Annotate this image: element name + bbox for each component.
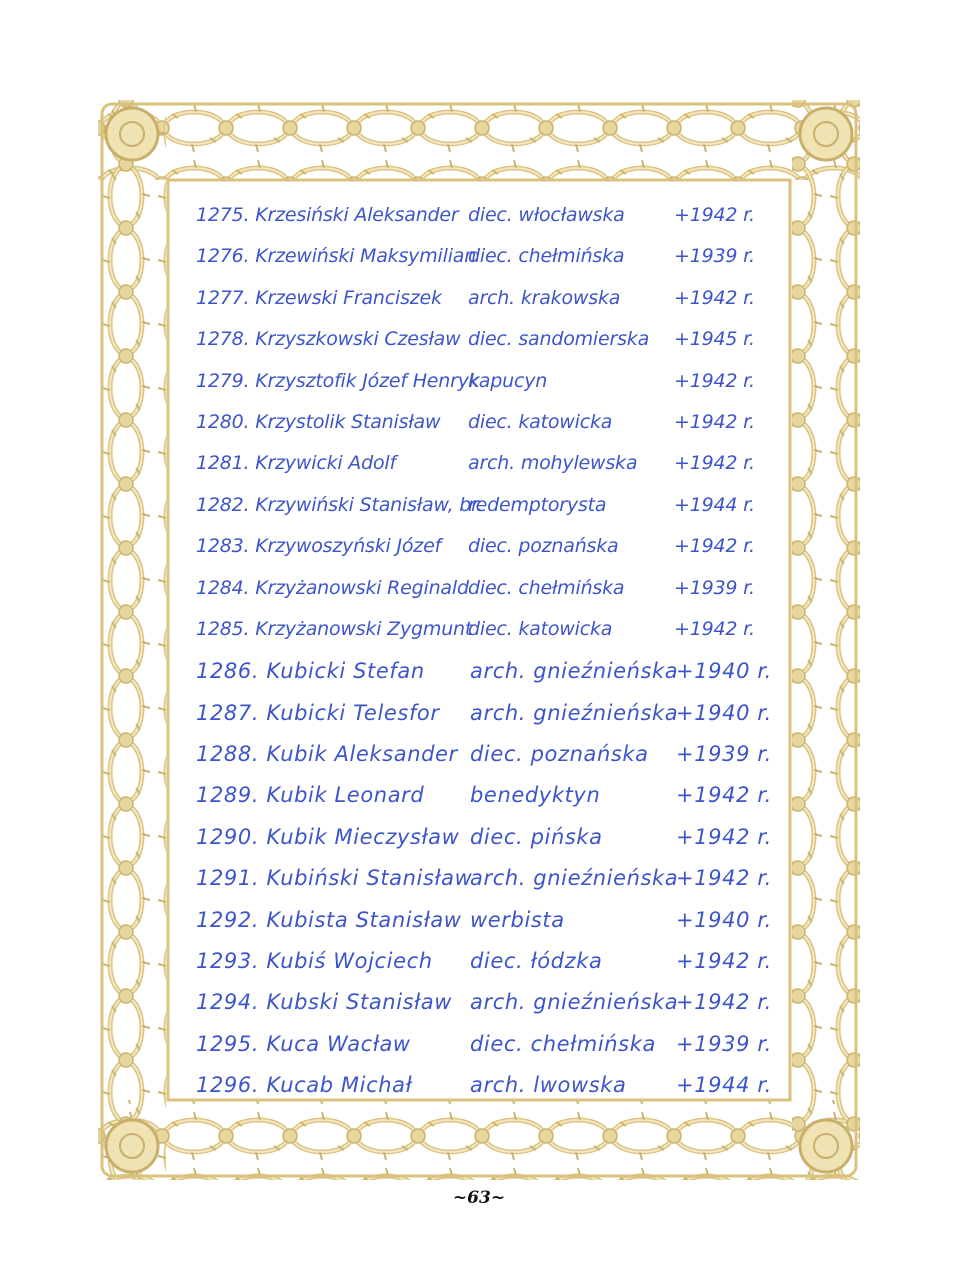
entry-death-year: +1945 r. [674, 328, 755, 351]
list-item [196, 1065, 776, 1106]
entry-diocese: arch. krakowska [468, 286, 621, 309]
list-item [196, 403, 776, 444]
entry-name: 1283. Krzywoszyński Józef [196, 535, 442, 558]
entry-death-year: +1942 r. [676, 990, 772, 1015]
entry-diocese: diec. chełmińska [470, 1031, 656, 1056]
entry-diocese: diec. katowicka [468, 410, 613, 433]
entry-name: 1277. Krzewski Franciszek [196, 286, 442, 309]
entry-death-year: +1942 r. [674, 535, 755, 558]
entry-death-year: +1940 r. [676, 700, 772, 725]
entry-name: 1292. Kubista Stanisław [196, 907, 462, 932]
entry-name: 1280. Krzystolik Stanisław [196, 410, 441, 433]
entry-name: 1290. Kubik Mieczysław [196, 824, 460, 849]
entry-diocese: diec. łódzka [470, 949, 603, 974]
entry-name: 1296. Kucab Michał [196, 1073, 413, 1098]
entry-name: 1289. Kubik Leonard [196, 783, 425, 808]
entry-death-year: +1940 r. [676, 659, 772, 684]
list-item [196, 693, 776, 734]
entry-death-year: +1944 r. [674, 493, 755, 516]
entry-name: 1278. Krzyszkowski Czesław [196, 328, 461, 351]
entry-diocese: diec. chełmińska [468, 576, 625, 599]
entry-name: 1294. Kubski Stanisław [196, 990, 453, 1015]
entry-name: 1288. Kubik Aleksander [196, 742, 458, 767]
entry-death-year: +1940 r. [676, 907, 772, 932]
entry-diocese: benedyktyn [470, 783, 601, 808]
entry-diocese: arch. lwowska [470, 1073, 627, 1098]
entry-death-year: +1942 r. [674, 204, 755, 226]
entry-death-year: +1942 r. [674, 452, 755, 475]
list-item [196, 569, 776, 610]
list-item [196, 900, 776, 941]
entry-death-year: +1942 r. [674, 286, 755, 309]
entry-name: 1281. Krzywicki Adolf [196, 452, 396, 475]
entry-diocese: diec. pińska [470, 824, 603, 849]
entry-diocese: arch. gnieźnieńska [470, 990, 679, 1015]
entry-name: 1282. Krzywiński Stanisław, br. [196, 493, 483, 516]
entry-diocese: diec. włocławska [468, 204, 625, 226]
entry-diocese: redemptorysta [468, 493, 607, 516]
entry-name: 1286. Kubicki Stefan [196, 659, 425, 684]
list-item [196, 320, 776, 361]
entry-diocese: diec. sandomierska [468, 328, 650, 351]
list-item [196, 486, 776, 527]
entry-name: 1276. Krzewiński Maksymilian [196, 245, 477, 268]
entry-diocese: werbista [470, 907, 565, 932]
list-item [196, 817, 776, 858]
entry-death-year: +1942 r. [676, 824, 772, 849]
entry-diocese: kapucyn [468, 369, 548, 392]
entry-diocese: diec. katowicka [468, 617, 613, 640]
entry-name: 1293. Kubiś Wojciech [196, 949, 433, 974]
entry-diocese: arch. gnieźnieńska [470, 659, 679, 684]
entry-diocese: diec. poznańska [468, 535, 619, 558]
list-item [196, 651, 776, 692]
list-item [196, 610, 776, 651]
entry-death-year: +1942 r. [676, 949, 772, 974]
entry-name: 1287. Kubicki Telesfor [196, 700, 440, 725]
entry-name: 1295. Kuca Wacław [196, 1031, 411, 1056]
entry-death-year: +1939 r. [674, 576, 755, 599]
entry-death-year: +1939 r. [676, 1031, 772, 1056]
entry-death-year: +1944 r. [676, 1073, 772, 1098]
entry-death-year: +1942 r. [676, 866, 772, 891]
entry-name: 1279. Krzysztofik Józef Henryk [196, 369, 480, 392]
entry-death-year: +1942 r. [674, 617, 755, 640]
entry-death-year: +1939 r. [674, 245, 755, 268]
entry-name: 1285. Krzyżanowski Zygmunt [196, 617, 473, 640]
list-item [196, 527, 776, 568]
list-item [196, 734, 776, 775]
entry-death-year: +1942 r. [676, 783, 772, 808]
list-item [196, 858, 776, 899]
list-item [196, 775, 776, 816]
entry-name: 1291. Kubiński Stanisław [196, 866, 473, 891]
list-item [196, 1024, 776, 1065]
entry-diocese: diec. chełmińska [468, 245, 625, 268]
entry-diocese: arch. gnieźnieńska [470, 866, 679, 891]
page-number: ~63~ [452, 1188, 506, 1208]
entry-diocese: diec. poznańska [470, 742, 649, 767]
entry-list [196, 196, 776, 1107]
list-item [196, 196, 776, 237]
list-item [196, 444, 776, 485]
list-item [196, 237, 776, 278]
entry-death-year: +1939 r. [676, 742, 772, 767]
entry-diocese: arch. gnieźnieńska [470, 700, 679, 725]
entry-diocese: arch. mohylewska [468, 452, 638, 475]
list-item [196, 279, 776, 320]
list-item [196, 982, 776, 1023]
entry-death-year: +1942 r. [674, 410, 755, 433]
entry-death-year: +1942 r. [674, 369, 755, 392]
list-item [196, 362, 776, 403]
entry-name: 1284. Krzyżanowski Reginald [196, 576, 469, 599]
entry-name: 1275. Krzesiński Aleksander [196, 204, 459, 226]
list-item [196, 941, 776, 982]
